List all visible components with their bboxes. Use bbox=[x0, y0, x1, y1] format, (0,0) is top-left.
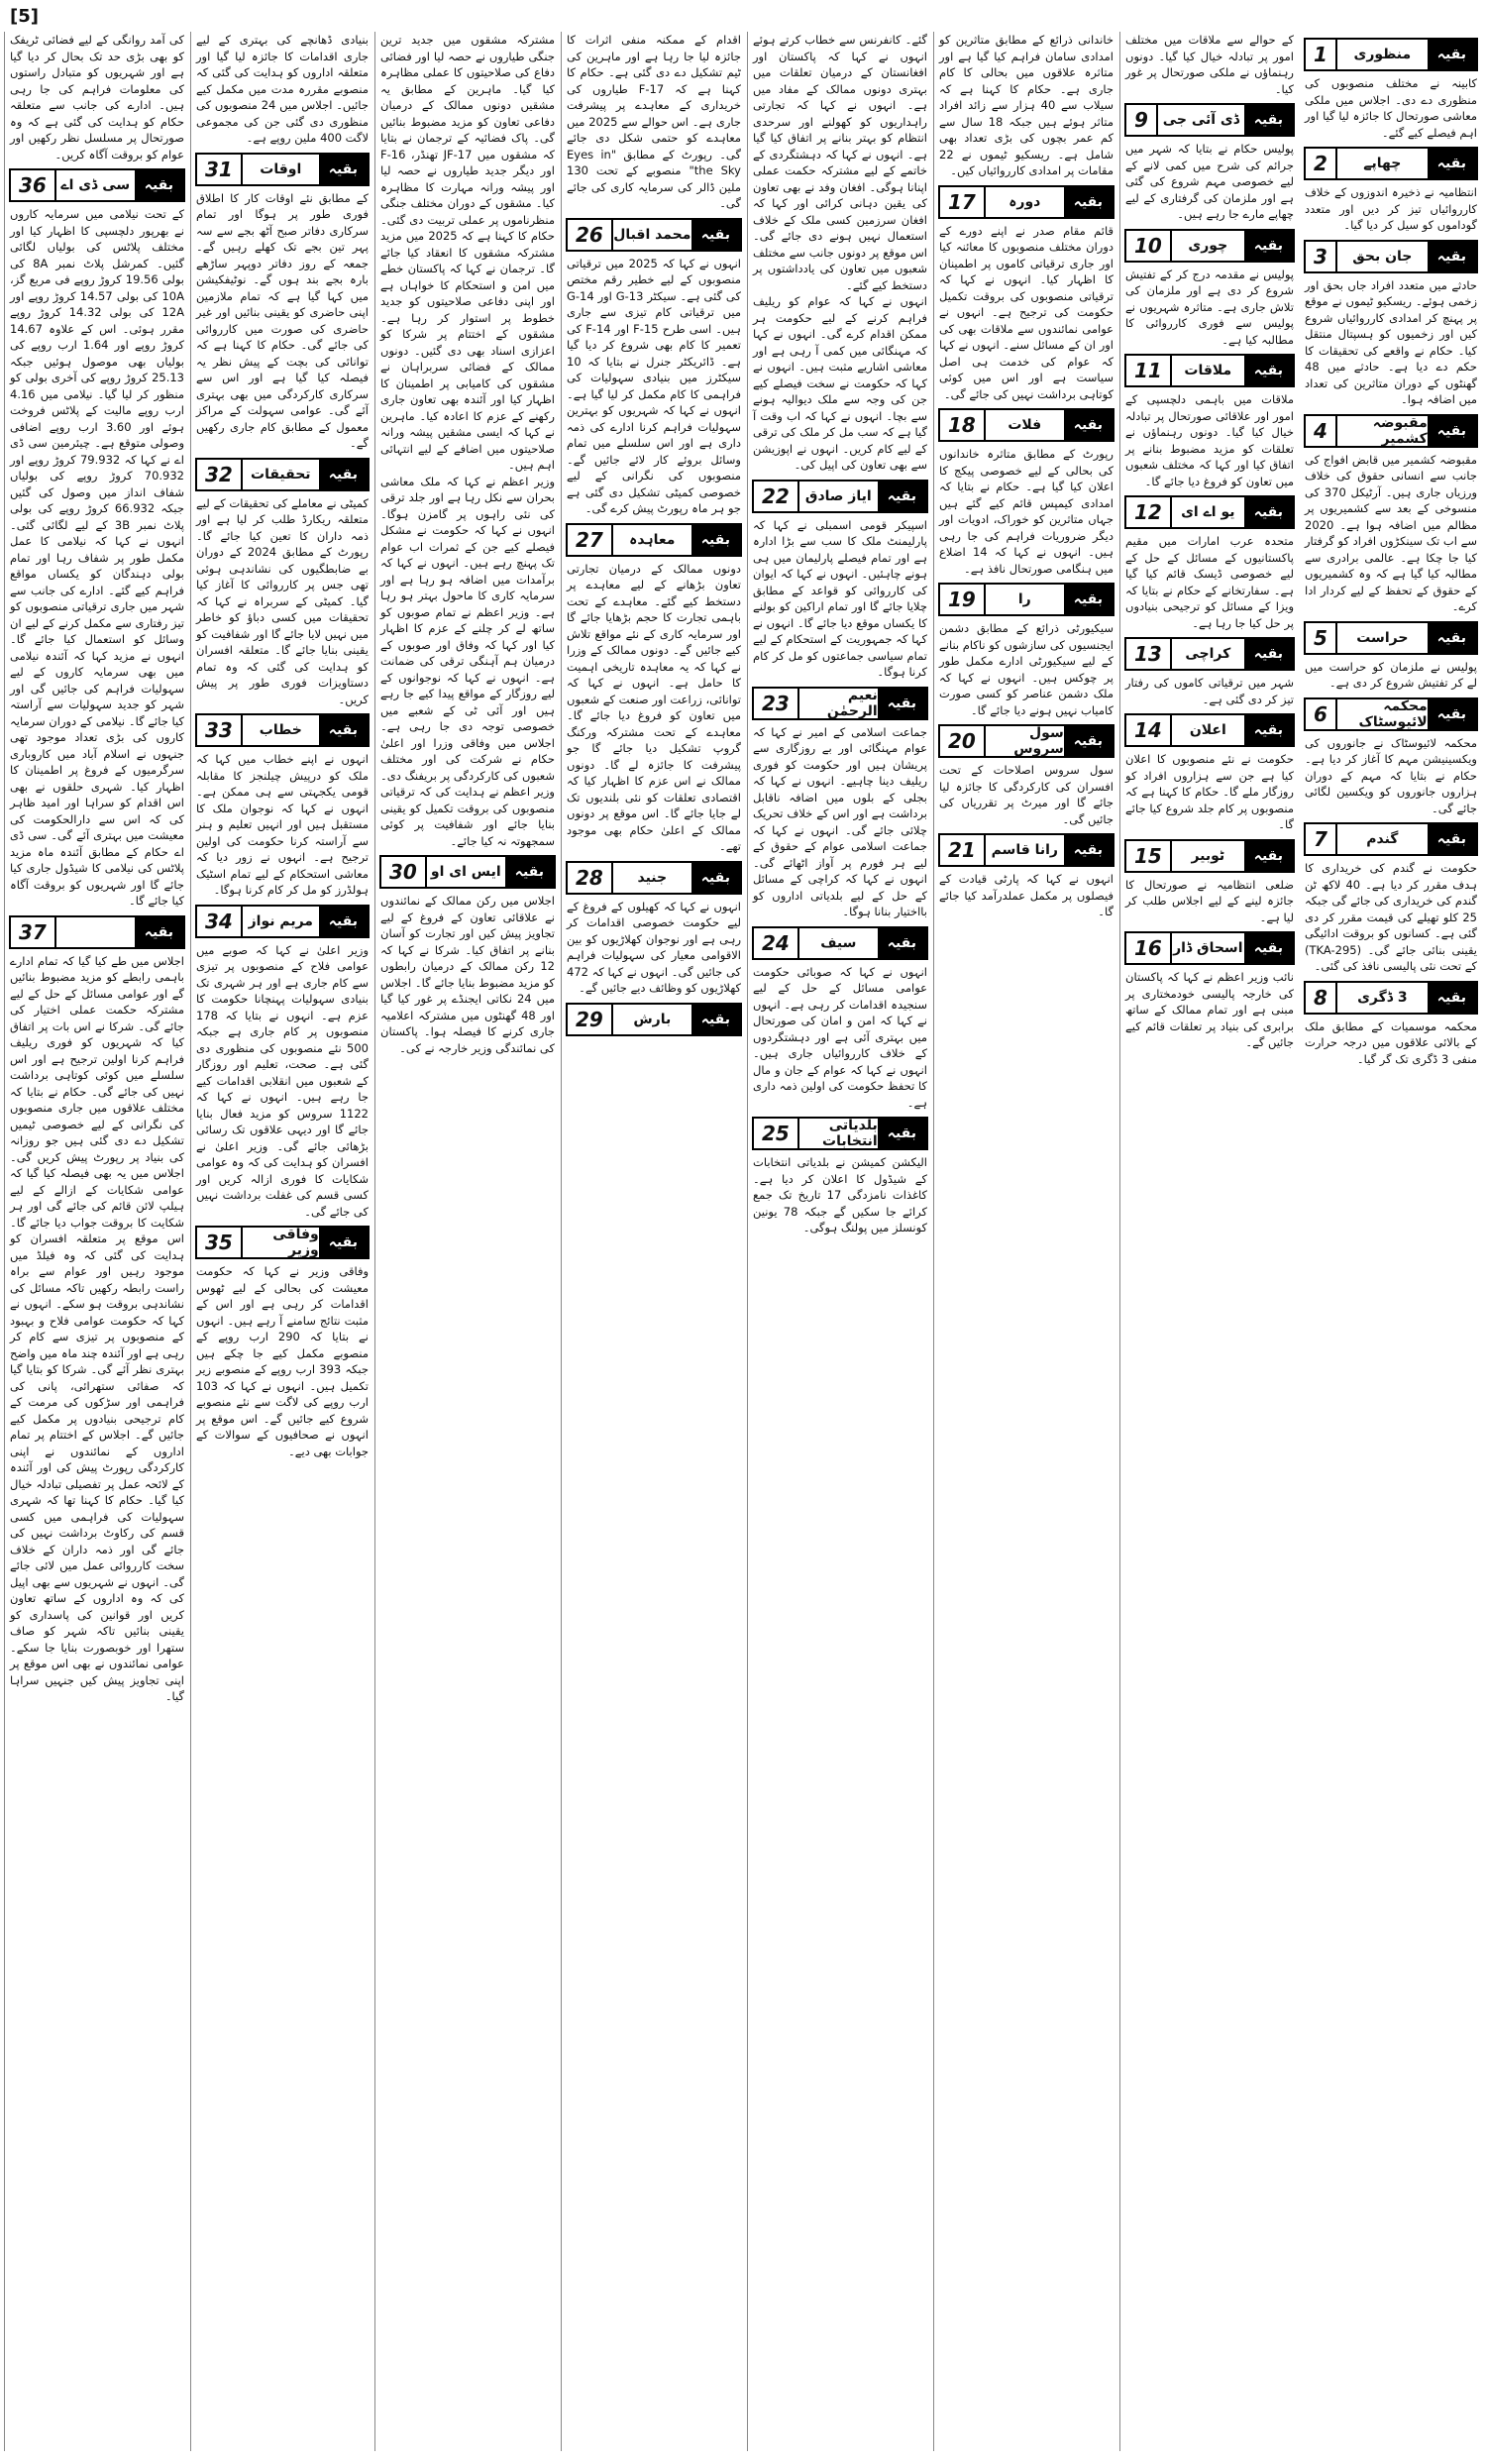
continuation-tag: بقیہ bbox=[505, 857, 554, 887]
continuation-header bbox=[195, 153, 370, 186]
story-title: بلدیاتی انتخابات bbox=[822, 1118, 878, 1149]
article-text: بنیادی ڈھانچے کی بہتری کے لیے جاری اقدامات کا جائزہ لیا گیا اور متعلقہ اداروں کو ہدایت کی گئی کہ منصوبے مقررہ مدت میں مکمل کیے جائیں۔ اجلاس میں 24 منصوبوں کی منظوری دی گئی جن کی مجموعی لاگت 400 ملین روپے ہے۔ bbox=[196, 33, 369, 145]
continuation-header bbox=[1124, 637, 1295, 671]
story-number: 1 bbox=[1306, 40, 1337, 69]
continuation-tag: بقیہ bbox=[878, 1119, 926, 1148]
continuation-tag: بقیہ bbox=[878, 928, 926, 958]
article-text: اقدام کے ممکنہ منفی اثرات کا جائزہ لیا جا رہا ہے اور ماہرین کی ٹیم تشکیل دے دی گئی ہے۔ حکام کا کہنا ہے کہ F-17 طیاروں کی خریداری کے معاہدے پر پیشرفت جاری ہے۔ اس حوالے سے 2025 میں معاہدے کو حتمی شکل دی جائے گی۔ رپورٹ کے مطابق "Eyes in the Sky" منصوبے کے تحت 130 ملین ڈالر کی سرمایہ کاری کی جائے گی۔ bbox=[567, 33, 741, 210]
continuation-tag: بقیہ bbox=[1064, 835, 1113, 865]
story-title: بارش bbox=[633, 1011, 672, 1027]
article-text: جماعت اسلامی کے امیر نے کہا کہ عوام مہنگائی اور بے روزگاری سے پریشان ہیں اور حکومت کو فوری ریلیف دینا چاہیے۔ انہوں نے کہا کہ بجلی کے بلوں میں اضافہ ناقابل برداشت ہے اور اس کے خلاف تحریک چلائی جائے گی۔ انہوں نے کہا کہ جماعت اسلامی عوام کے حقوق کے لیے ہر فورم پر آواز اٹھائے گی۔ انہوں نے کہا کہ کراچی کے مسائل کے حل کے لیے بلدیاتی اداروں کو بااختیار بنانا ہوگا۔ bbox=[753, 724, 927, 918]
story-number: 19 bbox=[940, 585, 986, 614]
story-number: 34 bbox=[197, 907, 243, 936]
article-text: پولیس نے مقدمہ درج کر کے تفتیش شروع کر دی ہے اور ملزمان کی تلاش جاری ہے۔ متاثرہ شہریوں نے پولیس سے فوری کارروائی کا مطالبہ کیا ہے۔ bbox=[1125, 267, 1294, 347]
story-title: سی ڈی اے bbox=[60, 177, 131, 193]
story-number: 18 bbox=[940, 410, 986, 440]
story-title: اسحاق ڈار bbox=[1173, 940, 1243, 956]
continuation-tag: بقیہ bbox=[1428, 242, 1476, 271]
story-number: 36 bbox=[11, 170, 56, 200]
article-text: وفاقی وزیر نے کہا کہ حکومت معیشت کی بحالی کے لیے ٹھوس اقدامات کر رہی ہے اور اس کے مثبت نتائج سامنے آ رہے ہیں۔ انہوں نے بتایا کہ 290 ارب روپے کے منصوبے مکمل کیے جا چکے ہیں جبکہ 393 ارب روپے کے منصوبے زیر تکمیل ہیں۔ انہوں نے کہا کہ 103 ارب روپے کی لاگت سے نئے منصوبے شروع کیے جائیں گے۔ اس موقع پر انہوں نے صحافیوں کے سوالات کے جوابات بھی دیے۔ bbox=[196, 1264, 369, 1458]
article-text: رپورٹ کے مطابق متاثرہ خاندانوں کی بحالی کے لیے خصوصی پیکج کا اعلان کیا گیا ہے۔ حکام نے بتایا کہ امدادی کیمپس قائم کیے گئے ہیں جہاں متاثرین کو خوراک، ادویات اور دیگر ضروریات فراہم کی جا رہی ہیں۔ انہوں نے کہا کہ 14 اضلاع میں ہنگامی صورتحال نافذ ہے۔ bbox=[939, 447, 1114, 576]
continuation-header bbox=[9, 915, 185, 949]
continuation-header bbox=[1304, 240, 1478, 273]
article-text: مشترکہ مشقوں میں جدید ترین جنگی طیاروں نے حصہ لیا اور فضائی دفاع کی صلاحیتوں کا عملی مظاہرہ کیا گیا۔ ماہرین کے مطابق یہ مشقیں دونوں ممالک کے درمیان دفاعی تعاون کو مزید مضبوط بنائیں گی۔ پاک فضائیہ کے ترجمان نے بتایا کہ مشقوں میں JF-17 تھنڈر، F-16 اور دیگر جدید طیاروں نے حصہ لیا اور پیشہ ورانہ مہارت کا مظاہرہ کیا۔ مشقوں کے دوران مختلف جنگی منظرناموں پر عملی تربیت دی گئی۔ حکام کا کہنا ہے کہ 2025 میں مزید مشترکہ مشقوں کا انعقاد کیا جائے گا۔ ترجمان نے کہا کہ پاکستان خطے میں امن و استحکام کا خواہاں ہے اور اپنی دفاعی صلاحیتوں کو جدید خطوط پر استوار کر رہا ہے۔ مشقوں کے اختتام پر شرکا کو اعزازی اسناد بھی دی گئیں۔ دونوں ممالک کے فضائی سربراہان نے مشقوں کی کامیابی پر اطمینان کا اظہار کیا اور آئندہ بھی تعاون جاری رکھنے کے عزم کا اعادہ کیا۔ ماہرین نے کہا کہ ایسی مشقیں پیشہ ورانہ صلاحیتوں میں اضافے کے لیے انتہائی اہم ہیں۔ bbox=[380, 33, 556, 472]
story-title bbox=[56, 917, 135, 947]
story-title: را bbox=[1017, 591, 1031, 607]
continuation-header bbox=[938, 408, 1114, 442]
continuation-tag: بقیہ bbox=[1244, 841, 1293, 871]
continuation-tag: بقیہ bbox=[319, 715, 368, 745]
article-text: محکمہ موسمیات کے مطابق ملک کے بالائی علاقوں میں درجہ حرارت منفی 3 ڈگری تک گر گیا۔ bbox=[1305, 1018, 1477, 1066]
story-title: اوقات bbox=[260, 161, 302, 177]
story-number: 31 bbox=[197, 155, 243, 184]
story-title: سول سروس bbox=[1013, 725, 1064, 757]
continuation-header bbox=[1124, 354, 1295, 387]
article-text: سیکیورٹی ذرائع کے مطابق دشمن ایجنسیوں کی سازشوں کو ناکام بنانے کے لیے سیکیورٹی ادارے مکمل طور پر چوکس ہیں۔ انہوں نے کہا کہ ملک دشمن عناصر کو کسی صورت کامیاب نہیں ہونے دیا جائے گا۔ bbox=[939, 621, 1114, 717]
continuation-tag: بقیہ bbox=[319, 155, 368, 184]
continuation-header bbox=[1124, 495, 1295, 529]
article-text: دونوں ممالک کے درمیان تجارتی تعاون بڑھانے کے لیے معاہدے پر دستخط کیے گئے۔ معاہدے کے تحت باہمی تجارت کا حجم بڑھایا جائے گا اور سرمایہ کاری کے نئے مواقع تلاش کیے جائیں گے۔ دونوں ممالک کے وزرا نے کہا کہ یہ معاہدہ تاریخی اہمیت کا حامل ہے۔ انہوں نے کہا کہ توانائی، زراعت اور صنعت کے شعبوں میں تعاون کو فروغ دیا جائے گا۔ معاہدے کے تحت مشترکہ ورکنگ گروپ تشکیل دیا جائے گا جو پیشرفت کا جائزہ لے گا۔ دونوں ممالک نے اس عزم کا اظہار کیا کہ اقتصادی تعلقات کو نئی بلندیوں تک لے جایا جائے گا۔ اس موقع پر دونوں ممالک کے اعلیٰ حکام بھی موجود تھے۔ bbox=[567, 561, 741, 853]
story-title: ایس ای او bbox=[430, 864, 501, 880]
article-text: اسپیکر قومی اسمبلی نے کہا کہ پارلیمنٹ ملک کا سب سے بڑا ادارہ ہے اور تمام فیصلے پارلیمان میں ہی ہونے چاہئیں۔ انہوں نے کہا کہ ایوان کی کارروائی کو قواعد کے مطابق چلایا جائے گا اور تمام اراکین کو بولنے کا یکساں موقع دیا جائے گا۔ انہوں نے کہا کہ جمہوریت کے استحکام کے لیے تمام سیاسی جماعتوں کو مل کر کام کرنا ہوگا۔ bbox=[753, 517, 927, 679]
continuation-tag: بقیہ bbox=[1244, 715, 1293, 745]
continuation-tag: بقیہ bbox=[1428, 699, 1476, 729]
story-number: 22 bbox=[754, 482, 799, 511]
article-text: نائب وزیر اعظم نے کہا کہ پاکستان کی خارجہ پالیسی خودمختاری پر مبنی ہے اور تمام ممالک کے ساتھ برابری کی بنیاد پر تعلقات قائم کیے جائیں گے۔ bbox=[1125, 970, 1294, 1049]
story-number: 33 bbox=[197, 715, 243, 745]
story-title: محمد اقبال bbox=[613, 226, 691, 243]
story-title: منظوری bbox=[1353, 47, 1412, 62]
story-title: گندم bbox=[1366, 831, 1399, 847]
article-text: انہوں نے اپنے خطاب میں کہا کہ ملک کو درپیش چیلنجز کا مقابلہ قومی یکجہتی سے ہی ممکن ہے۔ انہوں نے کہا کہ نوجوان ملک کا مستقبل ہیں اور انہیں تعلیم و ہنر سے آراستہ کرنا حکومت کی اولین ترجیح ہے۔ انہوں نے زور دیا کہ معاشی استحکام کے لیے تمام اسٹیک ہولڈرز کو مل کر کام کرنا ہوگا۔ bbox=[196, 752, 369, 897]
continuation-tag: بقیہ bbox=[1428, 623, 1476, 653]
news-column bbox=[190, 32, 373, 2451]
article-text: سول سروس اصلاحات کے تحت افسران کی کارکردگی کا جائزہ لیا جائے گا اور میرٹ پر تقرریاں کی جائیں گی۔ bbox=[939, 763, 1114, 826]
article-text: کے مطابق نئے اوقات کار کا اطلاق فوری طور پر ہوگا اور تمام سرکاری دفاتر صبح آٹھ بجے سے سہ پہر تین بجے تک کھلے رہیں گے۔ جمعہ کے روز دفاتر دوپہر ساڑھے بارہ بجے بند ہوں گے۔ نوٹیفکیشن میں کہا گیا ہے کہ تمام ملازمین اپنی حاضری کو یقینی بنائیں اور غیر حاضری کی صورت میں کارروائی کی جائے گی۔ حکام کا کہنا ہے کہ توانائی کی بچت کے پیش نظر یہ فیصلہ کیا گیا ہے اور اس سے سرکاری کارکردگی میں بھی بہتری آئے گی۔ عوامی سہولت کے مراکز معمول کے مطابق کام جاری رکھیں گے۔ bbox=[196, 190, 369, 450]
continuation-header bbox=[938, 185, 1114, 219]
story-number: 11 bbox=[1126, 356, 1172, 385]
article-text: کمیٹی نے معاملے کی تحقیقات کے لیے متعلقہ ریکارڈ طلب کر لیا ہے اور ذمہ داران کا تعین کیا جائے گا۔ رپورٹ کے مطابق 2024 کے دوران بے ضابطگیوں کی نشاندہی ہوئی تھی جس پر کارروائی کا آغاز کیا گیا۔ کمیٹی کے سربراہ نے کہا کہ تحقیقات میں کسی دباؤ کو خاطر میں نہیں لایا جائے گا اور شفافیت کو یقینی بنایا جائے گا۔ متعلقہ افسران کو ہدایت کی گئی کہ وہ تمام دستاویزات فوری طور پر پیش کریں۔ bbox=[196, 495, 369, 706]
article-text: حکومت نے نئے منصوبوں کا اعلان کیا ہے جن سے ہزاروں افراد کو روزگار ملے گا۔ حکام کا کہنا ہے کہ منصوبوں پر کام جلد شروع کیا جائے گا۔ bbox=[1125, 752, 1294, 831]
article-text: ملاقات میں باہمی دلچسپی کے امور اور علاقائی صورتحال پر تبادلہ خیال کیا گیا۔ دونوں رہنماؤں نے تعلقات کو مزید مضبوط بنانے پر اتفاق کیا اور کہا کہ مختلف شعبوں میں تعاون کو فروغ دیا جائے گا۔ bbox=[1125, 392, 1294, 488]
continuation-header bbox=[9, 168, 185, 202]
continuation-tag: بقیہ bbox=[1064, 726, 1113, 756]
continuation-tag: بقیہ bbox=[878, 482, 926, 511]
continuation-header bbox=[195, 458, 370, 491]
story-number: 9 bbox=[1126, 105, 1158, 135]
article-text: حکومت نے گندم کی خریداری کا ہدف مقرر کر دیا ہے۔ 40 لاکھ ٹن گندم کی خریداری کی جائے گی جبکہ 25 کلو تھیلے کی قیمت مقرر کر دی گئی ہے۔ کسانوں کو بروقت ادائیگی یقینی بنائی جائے گی۔ (TKA-295) کے تحت نئی پالیسی نافذ کی گئی۔ bbox=[1305, 861, 1477, 973]
continuation-tag: بقیہ bbox=[319, 460, 368, 489]
story-number: 17 bbox=[940, 187, 986, 217]
article-text: الیکشن کمیشن نے بلدیاتی انتخابات کے شیڈول کا اعلان کر دیا ہے۔ کاغذات نامزدگی 17 تاریخ تک جمع کرائے جا سکیں گے جبکہ 78 یونین کونسلز میں پولنگ ہوگی۔ bbox=[753, 1155, 927, 1234]
news-column bbox=[4, 32, 189, 2451]
story-number: 8 bbox=[1306, 983, 1337, 1013]
continuation-tag: بقیہ bbox=[135, 170, 183, 200]
continuation-header bbox=[752, 926, 928, 960]
story-number: 25 bbox=[754, 1119, 799, 1148]
continuation-tag: بقیہ bbox=[1064, 585, 1113, 614]
story-number: 26 bbox=[568, 220, 613, 250]
news-column bbox=[747, 32, 932, 2451]
story-title: حراست bbox=[1356, 629, 1409, 646]
continuation-tag: بقیہ bbox=[135, 917, 183, 947]
story-title: ڈی آئی جی bbox=[1162, 112, 1239, 128]
continuation-tag: بقیہ bbox=[1244, 105, 1293, 135]
continuation-tag: بقیہ bbox=[1244, 356, 1293, 385]
continuation-header bbox=[752, 1117, 928, 1150]
article-text: خاندانی ذرائع کے مطابق متاثرین کو امدادی سامان فراہم کیا گیا ہے اور متاثرہ علاقوں میں بحالی کا کام جاری ہے۔ حکام کا کہنا ہے کہ سیلاب سے 40 ہزار سے زائد افراد متاثر ہوئے ہیں جبکہ 18 سال سے کم عمر بچوں کی بڑی تعداد بھی شامل ہے۔ ریسکیو ٹیموں نے 22 مقامات پر امدادی کارروائیاں کیں۔ bbox=[939, 33, 1114, 177]
news-column bbox=[1119, 32, 1299, 2451]
continuation-tag: بقیہ bbox=[691, 863, 740, 893]
story-number: 24 bbox=[754, 928, 799, 958]
story-number: 30 bbox=[381, 857, 427, 887]
continuation-header bbox=[195, 905, 370, 938]
story-title: محکمہ لائیوسٹاک bbox=[1358, 697, 1428, 730]
continuation-header bbox=[566, 523, 742, 557]
story-title: تحقیقات bbox=[251, 466, 311, 482]
continuation-header bbox=[1304, 822, 1478, 856]
article-text: حادثے میں متعدد افراد جاں بحق اور زخمی ہوئے۔ ریسکیو ٹیموں نے موقع پر پہنچ کر امدادی کارروائیاں شروع کیں اور زخمیوں کو ہسپتال منتقل کیا۔ حکام نے واقعے کی تحقیقات کا حکم دے دیا ہے۔ حادثے میں 48 گھنٹوں کے دوران متاثرین کی تعداد میں اضافہ ہوا۔ bbox=[1305, 277, 1477, 406]
continuation-header bbox=[938, 833, 1114, 867]
continuation-header bbox=[195, 1226, 370, 1259]
story-title: ایاز صادق bbox=[804, 487, 872, 504]
continuation-tag: بقیہ bbox=[691, 220, 740, 250]
continuation-tag: بقیہ bbox=[1244, 231, 1293, 261]
story-number: 35 bbox=[197, 1228, 243, 1257]
continuation-tag: بقیہ bbox=[1244, 497, 1293, 527]
continuation-tag: بقیہ bbox=[1428, 824, 1476, 854]
story-title: دورہ bbox=[1008, 193, 1041, 210]
article-text: قائم مقام صدر نے اپنے دورے کے دوران مختلف منصوبوں کا معائنہ کیا اور جاری ترقیاتی کاموں پر اطمینان کا اظہار کیا۔ انہوں نے کہا کہ ترقیاتی منصوبوں کی بروقت تکمیل حکومت کی ترجیح ہے۔ انہوں نے عوامی نمائندوں سے ملاقات بھی کی اور ان کے مسائل سنے۔ انہوں نے کہا کہ عوام کی خدمت ہی اصل سیاست ہے اور اس میں کوئی کوتاہی برداشت نہیں کی جائے گی۔ bbox=[939, 223, 1114, 401]
story-title: وفاقی وزیر bbox=[272, 1227, 319, 1258]
story-title: خطاب bbox=[259, 722, 302, 738]
article-text: محکمہ لائیوسٹاک نے جانوروں کی ویکسینیشن مہم کا آغاز کر دیا ہے۔ حکام نے بتایا کہ مہم کے دوران ہزاروں جانوروں کو ویکسین لگائی جائے گی۔ bbox=[1305, 735, 1477, 815]
news-column bbox=[1300, 32, 1482, 2451]
story-title: ملاقات bbox=[1184, 363, 1232, 378]
continuation-header bbox=[1124, 931, 1295, 965]
article-text: ضلعی انتظامیہ نے صورتحال کا جائزہ لینے کے لیے اجلاس طلب کر لیا ہے۔ bbox=[1125, 877, 1294, 924]
continuation-header bbox=[1304, 697, 1478, 731]
continuation-tag: بقیہ bbox=[1428, 983, 1476, 1013]
continuation-header bbox=[1304, 38, 1478, 71]
story-number: 15 bbox=[1126, 841, 1172, 871]
continuation-header bbox=[752, 687, 928, 720]
continuation-header bbox=[195, 713, 370, 747]
story-title: 3 ڈگری bbox=[1357, 989, 1408, 1006]
article-text: وزیر اعظم نے کہا کہ ملک معاشی بحران سے نکل رہا ہے اور جلد ترقی کی نئی راہوں پر گامزن ہوگا۔ انہوں نے کہا کہ حکومت نے مشکل فیصلے کیے جن کے ثمرات اب عوام تک پہنچ رہے ہیں۔ انہوں نے کہا کہ برآمدات میں اضافہ ہو رہا ہے اور سرمایہ کاری کا ماحول بہتر ہو رہا ہے۔ وزیر اعظم نے تمام صوبوں کو ساتھ لے کر چلنے کے عزم کا اظہار کیا اور کہا کہ وفاق اور صوبوں کے درمیان ہم آہنگی ترقی کی ضمانت ہے۔ انہوں نے کہا کہ نوجوانوں کے لیے روزگار کے مواقع پیدا کیے جا رہے ہیں اور آئی ٹی کے شعبے میں خصوصی توجہ دی جا رہی ہے۔ اجلاس میں وفاقی وزرا اور اعلیٰ حکام نے شرکت کی اور مختلف شعبوں کی کارکردگی پر بریفنگ دی۔ وزیر اعظم نے ہدایت کی کہ ترقیاتی منصوبوں کی بروقت تکمیل کو یقینی بنایا جائے اور شفافیت پر کوئی سمجھوتہ نہ کیا جائے۔ bbox=[380, 474, 555, 848]
page-number: [5] bbox=[10, 6, 39, 27]
continuation-tag: بقیہ bbox=[1244, 933, 1293, 963]
article-text: انتظامیہ نے ذخیرہ اندوزوں کے خلاف کارروائیاں تیز کر دیں اور متعدد گوداموں کو سیل کر دیا گیا۔ bbox=[1305, 185, 1477, 232]
continuation-tag: بقیہ bbox=[319, 907, 368, 936]
story-title: چھاپے bbox=[1363, 156, 1402, 171]
article-text: شہر میں ترقیاتی کاموں کی رفتار تیز کر دی گئی ہے۔ bbox=[1125, 676, 1294, 706]
continuation-header bbox=[1304, 981, 1478, 1015]
story-title: یو اے ای bbox=[1181, 504, 1235, 520]
story-title: سیف bbox=[820, 934, 857, 951]
story-title: رانا قاسم bbox=[991, 842, 1058, 858]
continuation-tag: بقیہ bbox=[1428, 416, 1476, 446]
story-number: 13 bbox=[1126, 639, 1172, 669]
continuation-tag: بقیہ bbox=[691, 1005, 740, 1034]
continuation-tag: بقیہ bbox=[1244, 639, 1293, 669]
article-text: انہوں نے کہا کہ صوبائی حکومت عوامی مسائل کے حل کے لیے سنجیدہ اقدامات کر رہی ہے۔ انہوں نے کہا کہ امن و امان کی صورتحال میں بہتری آئی ہے اور دہشتگردوں کے خلاف کارروائیاں جاری ہیں۔ انہوں نے کہا کہ عوام کے جان و مال کا تحفظ حکومت کی اولین ذمہ داری ہے۔ bbox=[753, 964, 927, 1110]
article-text: پولیس حکام نے بتایا کہ شہر میں جرائم کی شرح میں کمی لانے کے لیے خصوصی مہم شروع کی گئی ہے اور ملزمان کی گرفتاری کے لیے چھاپے مارے جا رہے ہیں۔ bbox=[1125, 142, 1294, 221]
story-title: کراچی bbox=[1185, 646, 1231, 662]
continuation-header bbox=[1124, 839, 1295, 873]
story-number: 37 bbox=[11, 917, 56, 947]
article-text: اجلاس میں طے کیا گیا کہ تمام ادارے باہمی رابطے کو مزید مضبوط بنائیں گے اور عوامی مسائل کے حل کے لیے مشترکہ حکمت عملی اختیار کی جائے گی۔ شرکا نے اس بات پر اتفاق کیا کہ شہریوں کو فوری ریلیف فراہم کرنا اولین ترجیح ہے اور اس سلسلے میں کوئی کوتاہی برداشت نہیں کی جائے گی۔ حکام نے بتایا کہ مختلف علاقوں میں جاری منصوبوں کی نگرانی کے لیے خصوصی ٹیمیں تشکیل دے دی گئی ہیں جو روزانہ کی بنیاد پر رپورٹ پیش کریں گی۔ اجلاس میں یہ بھی فیصلہ کیا گیا کہ عوامی شکایات کے ازالے کے لیے ہیلپ لائن قائم کی جائے گی اور ہر شکایت کا بروقت جواب دیا جائے گا۔ اس موقع پر متعلقہ افسران کو ہدایت کی گئی کہ وہ فیلڈ میں موجود رہیں اور عوام سے براہ راست رابطہ رکھیں تاکہ مسائل کی نشاندہی بروقت ہو سکے۔ انہوں نے کہا کہ حکومت عوامی فلاح و بہبود کے منصوبوں پر تیزی سے کام کر رہی ہے اور آئندہ چند ماہ میں واضح بہتری نظر آئے گی۔ شرکا کو بتایا گیا کہ صفائی ستھرائی، پانی کی فراہمی اور سڑکوں کی مرمت کے کام ترجیحی بنیادوں پر مکمل کیے جائیں گے۔ اجلاس کے اختتام پر تمام اداروں کے نمائندوں نے اپنی کارکردگی رپورٹ پیش کی اور آئندہ کے لائحہ عمل پر تفصیلی تبادلہ خیال کیا گیا۔ حکام کا کہنا تھا کہ شہری سہولیات کی فراہمی میں کسی قسم کی رکاوٹ برداشت نہیں کی جائے گی اور ذمہ داران کے خلاف سخت کارروائی عمل میں لائی جائے گی۔ انہوں نے شہریوں سے بھی اپیل کی کہ وہ اداروں کے ساتھ تعاون کریں اور قوانین کی پاسداری کو یقینی بنائیں تاکہ شہر کو صاف ستھرا اور خوبصورت بنایا جا سکے۔ عوامی نمائندوں نے بھی اس موقع پر اپنی تجاویز پیش کیں جنہیں سراہا گیا۔ bbox=[10, 953, 184, 1703]
story-number: 3 bbox=[1306, 242, 1337, 271]
continuation-header bbox=[1304, 147, 1478, 180]
article-text: وزیر اعلیٰ نے کہا کہ صوبے میں عوامی فلاح کے منصوبوں پر تیزی سے کام جاری ہے اور ہر شہری تک بنیادی سہولیات پہنچانا حکومت کا عزم ہے۔ انہوں نے بتایا کہ 178 منصوبوں پر کام جاری ہے جبکہ 500 نئے منصوبوں کی منظوری دی گئی ہے۔ صحت، تعلیم اور روزگار کے شعبوں میں انقلابی اقدامات کیے جا رہے ہیں۔ انہوں نے کہا کہ 1122 سروس کو مزید فعال بنایا جائے گا اور دیہی علاقوں تک رسائی بڑھائی جائے گی۔ وزیر اعلیٰ نے افسران کو ہدایت کی کہ وہ عوامی شکایات کا فوری ازالہ کریں اور کسی قسم کی غفلت برداشت نہیں کی جائے گی۔ bbox=[196, 942, 369, 1219]
story-number: 7 bbox=[1306, 824, 1337, 854]
story-number: 2 bbox=[1306, 149, 1337, 178]
story-number: 12 bbox=[1126, 497, 1172, 527]
story-number: 6 bbox=[1306, 699, 1337, 729]
story-title: جنید bbox=[637, 869, 668, 886]
story-title: معاہدہ bbox=[629, 531, 676, 548]
article-text: کابینہ نے مختلف منصوبوں کی منظوری دے دی۔ اجلاس میں ملکی معاشی صورتحال کا جائزہ لیا گیا اور اہم فیصلے کیے گئے۔ bbox=[1305, 76, 1477, 140]
continuation-header bbox=[938, 724, 1114, 758]
continuation-tag: بقیہ bbox=[1428, 40, 1476, 69]
article-text: انہوں نے کہا کہ پارٹی قیادت کے فیصلوں پر مکمل عملدرآمد کیا جائے گا۔ bbox=[939, 872, 1114, 918]
story-title: فلات bbox=[1008, 417, 1042, 433]
story-title: ٹوبیر bbox=[1191, 847, 1225, 864]
story-number: 27 bbox=[568, 525, 613, 555]
story-title: مقبوضہ کشمیر bbox=[1372, 414, 1428, 447]
continuation-tag: بقیہ bbox=[1428, 149, 1476, 178]
story-number: 20 bbox=[940, 726, 986, 756]
continuation-tag: بقیہ bbox=[878, 689, 926, 718]
continuation-header bbox=[379, 855, 556, 889]
continuation-header bbox=[1124, 713, 1295, 747]
story-number: 14 bbox=[1126, 715, 1172, 745]
continuation-tag: بقیہ bbox=[1064, 187, 1113, 217]
article-text: پولیس نے ملزمان کو حراست میں لے کر تفتیش شروع کر دی ہے۔ bbox=[1305, 659, 1477, 690]
news-column bbox=[933, 32, 1118, 2451]
continuation-header bbox=[566, 1003, 742, 1036]
continuation-tag: بقیہ bbox=[691, 525, 740, 555]
story-number: 16 bbox=[1126, 933, 1172, 963]
article-text: کے تحت نیلامی میں سرمایہ کاروں نے بھرپور دلچسپی کا اظہار کیا اور مختلف پلاٹس کی بولیاں لگائی گئیں۔ کمرشل پلاٹ نمبر 8A کی بولی 19.56 کروڑ روپے فی مربع گز، 10A کی بولی 14.57 کروڑ روپے اور 12A کی بولی 14.32 کروڑ روپے مقرر ہوئی۔ اس کے علاوہ 14.67 کروڑ روپے اور 1.64 ارب روپے کی بولیاں بھی موصول ہوئیں جبکہ 25.13 کروڑ روپے کی آخری بولی کو منظور کر لیا گیا۔ نیلامی میں 4.16 ارب روپے مالیت کے پلاٹس فروخت ہوئے اور 3.60 ارب روپے اضافی وصولی متوقع ہے۔ چیئرمین سی ڈی اے نے کہا کہ 79.932 کروڑ روپے اور 70.932 کروڑ روپے کی بولیاں شفاف انداز میں وصول کی گئیں جبکہ 66.932 کروڑ روپے کی بولی پلاٹ نمبر 3B کے لیے لگائی گئی۔ انہوں نے کہا کہ نیلامی کا عمل مکمل طور پر شفاف رہا اور تمام بولی دہندگان کو یکساں مواقع فراہم کیے گئے۔ ادارے کی جانب سے شہر میں جاری ترقیاتی منصوبوں کو تیز رفتاری سے مکمل کرنے کے لیے ان وسائل کو استعمال کیا جائے گا۔ انہوں نے مزید کہا کہ آئندہ نیلامی میں بھی سرمایہ کاروں کے لیے سہولیات فراہم کی جائیں گی اور شہر کو جدید سہولیات سے آراستہ کیا جائے گا۔ نیلامی کے دوران سرمایہ کاروں کی بڑی تعداد موجود تھی جنہوں نے اسلام آباد میں کاروباری سرگرمیوں کے فروغ پر اطمینان کا اظہار کیا۔ شہری حلقوں نے بھی اس اقدام کو سراہا اور امید ظاہر کی کہ اس سے دارالحکومت کی معیشت میں بہتری آئے گی۔ سی ڈی اے حکام کے مطابق آئندہ ماہ مزید پلاٹس کی نیلامی کا شیڈول جاری کیا جائے گا اور شہریوں کو بروقت آگاہ کیا جائے گا۔ bbox=[10, 207, 185, 908]
continuation-header bbox=[566, 218, 742, 252]
story-title: مریم نواز bbox=[248, 912, 313, 929]
continuation-header bbox=[1124, 103, 1295, 137]
continuation-header bbox=[566, 861, 742, 895]
story-title: جان بحق bbox=[1352, 248, 1413, 265]
continuation-header bbox=[1124, 229, 1295, 263]
news-column bbox=[561, 32, 746, 2451]
article-text: انہوں نے کہا کہ عوام کو ریلیف فراہم کرنے کے لیے حکومت ہر ممکن اقدام کرے گی۔ انہوں نے کہا کہ مہنگائی میں کمی آ رہی ہے اور معاشی اشاریے مثبت ہیں۔ انہوں نے کہا کہ حکومت نے سخت فیصلے کیے جن کی وجہ سے ملک دیوالیہ ہونے سے بچا۔ انہوں نے کہا کہ اب وقت آ گیا ہے کہ سب مل کر ملک کی ترقی کے لیے کام کریں۔ انہوں نے اپوزیشن سے بھی تعاون کی اپیل کی۔ bbox=[753, 294, 927, 472]
article-text: کی آمد روانگی کے لیے فضائی ٹریفک کو بھی بڑی حد تک بحال کر دیا گیا ہے اور شہریوں کو متبادل راستوں کی معلومات فراہم کی جا رہی ہیں۔ ادارے کی جانب سے متعلقہ حکام کو ہدایت کی گئی ہے کہ وہ صورتحال پر مسلسل نظر رکھیں اور عوام کو بروقت آگاہ کریں۔ bbox=[10, 33, 184, 161]
article-text: اجلاس میں رکن ممالک کے نمائندوں نے علاقائی تعاون کے فروغ کے لیے تجاویز پیش کیں اور تجارت کو آسان بنانے پر اتفاق کیا۔ شرکا نے کہا کہ 12 رکن ممالک کے درمیان رابطوں کو مزید مضبوط بنایا جائے گا۔ اجلاس میں 24 نکاتی ایجنڈے پر غور کیا گیا اور 48 گھنٹوں میں مشترکہ اعلامیہ جاری کرنے کا فیصلہ ہوا۔ پاکستان کی نمائندگی وزیر خارجہ نے کی۔ bbox=[380, 894, 556, 1055]
continuation-header bbox=[938, 583, 1114, 616]
continuation-header bbox=[752, 480, 928, 513]
story-number: 23 bbox=[754, 689, 799, 718]
news-column bbox=[374, 32, 560, 2451]
story-number: 10 bbox=[1126, 231, 1172, 261]
article-text: مقبوضہ کشمیر میں قابض افواج کی جانب سے انسانی حقوق کی خلاف ورزیاں جاری ہیں۔ آرٹیکل 370 کی منسوخی کے بعد سے کشمیریوں پر مظالم میں اضافہ ہوا ہے۔ 2020 سے اب تک سینکڑوں افراد کو گرفتار کیا جا چکا ہے۔ عالمی برادری سے مطالبہ کیا گیا ہے کہ وہ کشمیریوں کے حقوق کے تحفظ کے لیے کردار ادا کرے۔ bbox=[1305, 452, 1477, 613]
article-text: انہوں نے کہا کہ 2025 میں ترقیاتی منصوبوں کے لیے خطیر رقم مختص کی گئی ہے۔ سیکٹر G-13 اور G-14 میں ترقیاتی کام تیزی سے جاری ہیں۔ اسی طرح F-15 اور F-14 کی تعمیر کا کام بھی شروع کر دیا گیا ہے۔ ڈائریکٹر جنرل نے بتایا کہ 10 سیکٹرز میں بنیادی سہولیات کی فراہمی کا کام مکمل کر لیا گیا ہے۔ انہوں نے کہا کہ شہریوں کو بہترین سہولیات فراہم کرنا ادارے کی ذمہ داری ہے اور اس سلسلے میں تمام وسائل بروئے کار لائے جائیں گے۔ منصوبوں کی نگرانی کے لیے خصوصی کمیٹی تشکیل دی گئی ہے جو ہر ماہ رپورٹ پیش کرے گی۔ bbox=[567, 256, 742, 515]
continuation-header bbox=[1304, 621, 1478, 655]
story-title: چوری bbox=[1188, 237, 1228, 254]
continuation-tag: بقیہ bbox=[319, 1228, 368, 1257]
story-number: 21 bbox=[940, 835, 986, 865]
article-text: متحدہ عرب امارات میں مقیم پاکستانیوں کے مسائل کے حل کے لیے خصوصی ڈیسک قائم کیا گیا ہے۔ سفارتخانے کے حکام نے بتایا کہ ویزا کے مسائل کو ترجیحی بنیادوں پر حل کیا جا رہا ہے۔ bbox=[1125, 534, 1294, 630]
story-number: 4 bbox=[1306, 416, 1337, 446]
article-text: انہوں نے کہا کہ کھیلوں کے فروغ کے لیے حکومت خصوصی اقدامات کر رہی ہے اور نوجوان کھلاڑیوں کو بین الاقوامی معیار کی سہولیات فراہم کی جائیں گی۔ انہوں نے کہا کہ 472 کھلاڑیوں کو وظائف دیے جائیں گے۔ bbox=[567, 899, 741, 995]
story-number: 29 bbox=[568, 1005, 613, 1034]
story-number: 28 bbox=[568, 863, 613, 893]
story-title: نعیم الرحمٰن bbox=[826, 687, 878, 719]
continuation-header bbox=[1304, 414, 1478, 448]
article-text: کے حوالے سے ملاقات میں مختلف امور پر تبادلہ خیال کیا گیا۔ دونوں رہنماؤں نے ملکی صورتحال پر غور کیا۔ bbox=[1125, 33, 1294, 96]
continuation-tag: بقیہ bbox=[1064, 410, 1113, 440]
article-text: گئے۔ کانفرنس سے خطاب کرتے ہوئے انہوں نے کہا کہ پاکستان اور افغانستان کے درمیان تعلقات میں بہتری دونوں ممالک کے مفاد میں ہے۔ انہوں نے کہا کہ تجارتی راہداریوں کو کھولنے اور سرحدی انتظام کو بہتر بنانے پر اتفاق کیا گیا ہے۔ انہوں نے کہا کہ دہشتگردی کے خاتمے کے لیے مشترکہ حکمت عملی اپنانا ہوگی۔ افغان وفد نے بھی تعاون کی یقین دہانی کرائی اور کہا کہ افغان سرزمین کسی ملک کے خلاف استعمال نہیں ہونے دی جائے گی۔ اس موقع پر دونوں جانب سے مختلف شعبوں میں تعاون کی یادداشتوں پر دستخط کیے گئے۔ bbox=[753, 33, 927, 292]
story-number: 5 bbox=[1306, 623, 1337, 653]
story-title: اعلان bbox=[1189, 722, 1226, 738]
story-number: 32 bbox=[197, 460, 243, 489]
